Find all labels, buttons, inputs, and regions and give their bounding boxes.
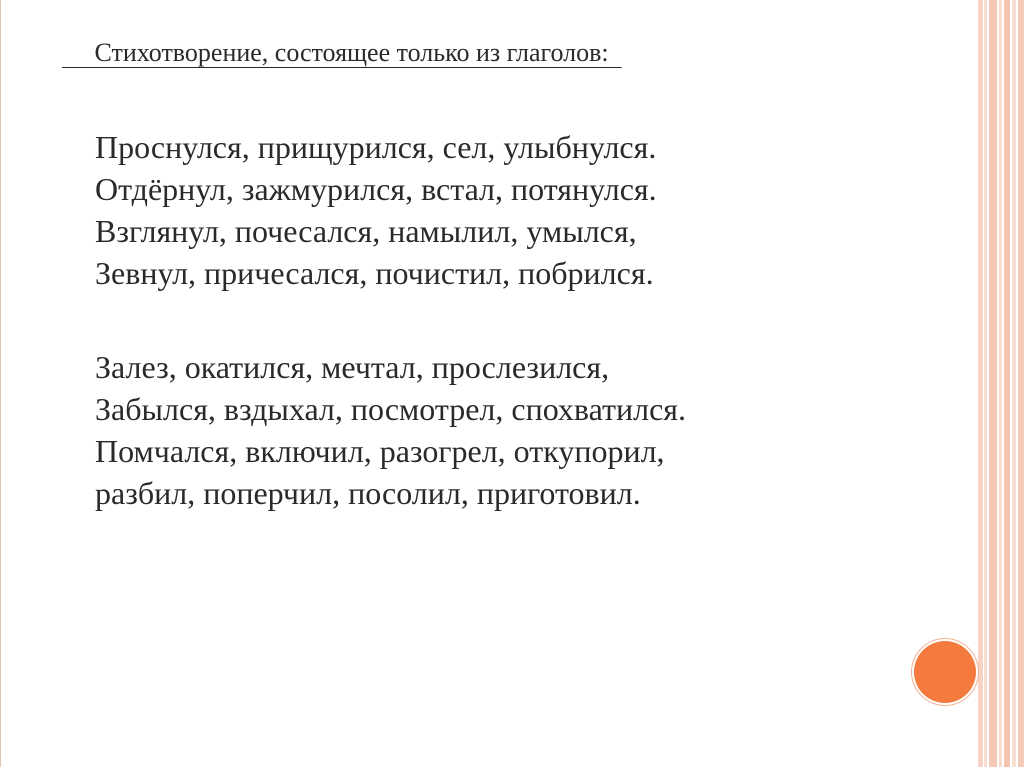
poem-line: Взглянул, почесался, намылил, умылся, bbox=[95, 213, 637, 249]
stripe bbox=[978, 0, 983, 767]
stripe bbox=[989, 0, 997, 767]
poem-line: Проснулся, прищурился, сел, улыбнулся. bbox=[95, 129, 657, 165]
decorative-stripes bbox=[978, 0, 1024, 767]
stripe bbox=[984, 0, 987, 767]
slide-title: Стихотворение, состоящее только из глаголов: bbox=[62, 38, 622, 67]
accent-circle-icon bbox=[914, 641, 976, 703]
slide-left-border bbox=[0, 0, 1, 767]
poem-line: разбил, поперчил, посолил, приготовил. bbox=[95, 475, 641, 511]
poem-line: Забылся, вздыхал, посмотрел, спохватился. bbox=[95, 391, 686, 427]
poem-line: Отдёрнул, зажмурился, встал, потянулся. bbox=[95, 171, 657, 207]
stanza-2 bbox=[95, 346, 686, 514]
stripe bbox=[1018, 0, 1024, 767]
poem-line: Зевнул, причесался, почистил, побрился. bbox=[95, 255, 654, 291]
stripe bbox=[999, 0, 1002, 767]
stanza-1 bbox=[95, 126, 657, 294]
poem-line: Залез, окатился, мечтал, прослезился, bbox=[95, 349, 610, 385]
poem-line: Помчался, включил, разогрел, откупорил, bbox=[95, 433, 665, 469]
stripe bbox=[1012, 0, 1016, 767]
stripe bbox=[1004, 0, 1010, 767]
